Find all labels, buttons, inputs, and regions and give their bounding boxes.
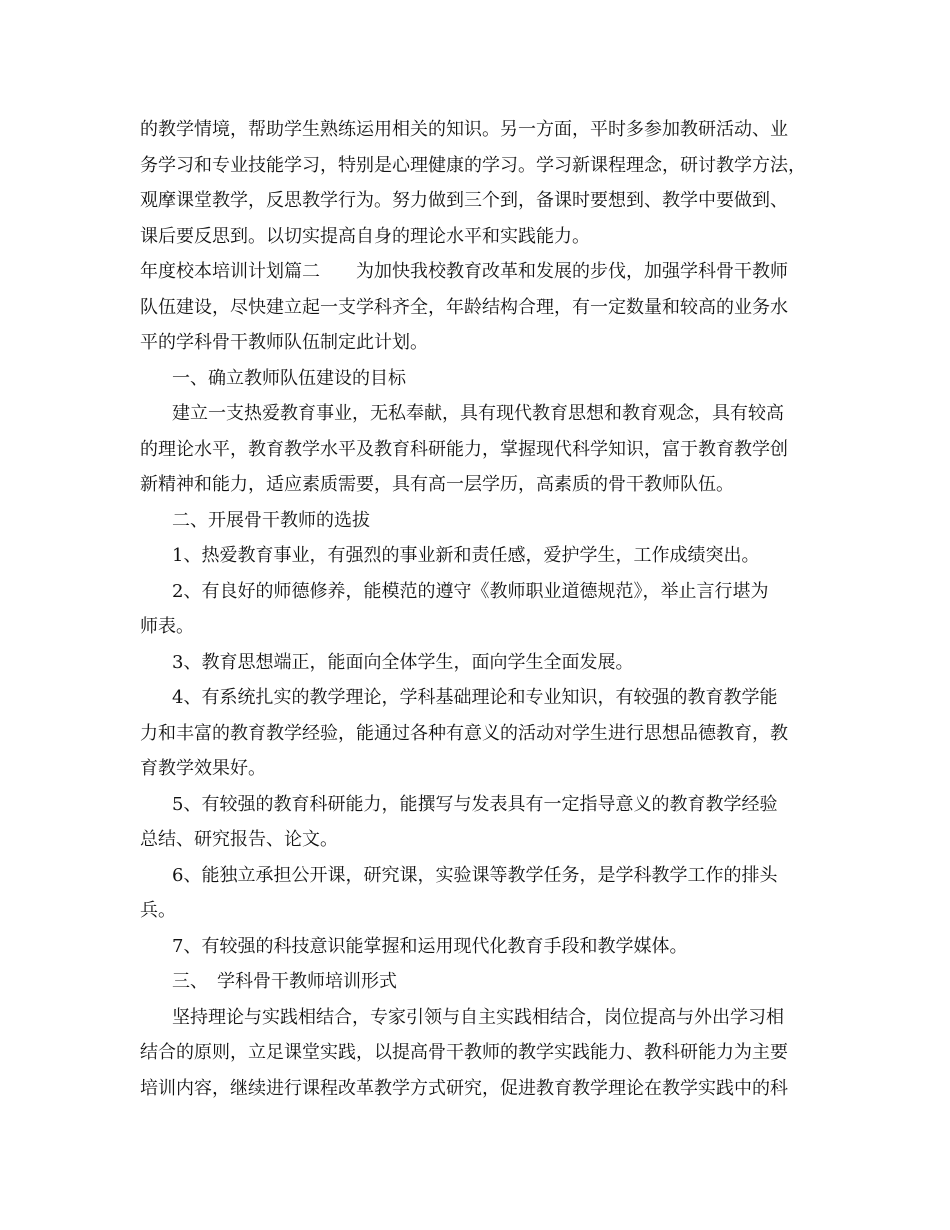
body-line: 新精神和能力，适应素质需要，具有高一层学历，高素质的骨干教师队伍。 bbox=[140, 474, 734, 495]
list-item: 3、教育思想端正，能面向全体学生，面向学生全面发展。 bbox=[172, 651, 634, 673]
section-title-line: 年度校本培训计划篇二 为加快我校教育改革和发展的步伐，加强学科骨干教师 bbox=[140, 261, 788, 282]
list-item: 6、能独立承担公开课，研究课，实验课等教学任务，是学科教学工作的排头 bbox=[172, 864, 778, 886]
body-line: 观摩课堂教学，反思教学行为。努力做到三个到，备课时要想到、教学中要做到、 bbox=[140, 190, 788, 211]
heading-selection: 二、开展骨干教师的选拔 bbox=[172, 509, 370, 531]
body-line: 结合的原则，立足课堂实践，以提高骨干教师的教学实践能力、教科研能力为主要 bbox=[140, 1042, 788, 1063]
heading-goal: 一、确立教师队伍建设的目标 bbox=[172, 367, 406, 389]
body-line: 课后要反思到。以切实提高自身的理论水平和实践能力。 bbox=[140, 225, 590, 247]
body-line: 建立一支热爱教育事业，无私奉献，具有现代教育思想和教育观念，具有较高 bbox=[172, 403, 784, 424]
list-item-continuation: 育教学效果好。 bbox=[140, 758, 266, 779]
list-item-continuation: 师表。 bbox=[140, 616, 194, 637]
list-item-continuation: 力和丰富的教育教学经验，能通过各种有意义的活动对学生进行思想品德教育，教 bbox=[140, 722, 788, 744]
body-line: 务学习和专业技能学习，特别是心理健康的学习。学习新课程理念，研讨教学方法， bbox=[140, 154, 806, 176]
list-item-continuation: 兵。 bbox=[140, 900, 176, 921]
heading-training-form: 三、 学科骨干教师培训形式 bbox=[172, 971, 397, 992]
body-line: 队伍建设，尽快建立起一支学科齐全，年龄结构合理，有一定数量和较高的业务水 bbox=[140, 296, 788, 318]
list-item: 5、有较强的教育科研能力，能撰写与发表具有一定指导意义的教育教学经验 bbox=[172, 793, 778, 815]
body-line: 培训内容，继续进行课程改革教学方式研究，促进教育教学理论在教学实践中的科 bbox=[140, 1077, 788, 1099]
body-line: 的理论水平，教育教学水平及教育科研能力，掌握现代科学知识，富于教育教学创 bbox=[140, 438, 788, 460]
body-line: 的教学情境，帮助学生熟练运用相关的知识。另一方面，平时多参加教研活动、业 bbox=[140, 119, 788, 140]
document-body bbox=[140, 112, 820, 1106]
list-item-continuation: 总结、研究报告、论文。 bbox=[140, 829, 338, 850]
body-line: 平的学科骨干教师队伍制定此计划。 bbox=[140, 332, 428, 353]
list-item: 2、有良好的师德修养，能模范的遵守《教师职业道德规范》，举止言行堪为 bbox=[172, 580, 769, 602]
list-item: 4、有系统扎实的教学理论，学科基础理论和专业知识，有较强的教育教学能 bbox=[172, 687, 778, 708]
list-item: 1、热爱教育事业，有强烈的事业新和责任感，爱护学生，工作成绩突出。 bbox=[172, 545, 760, 566]
list-item: 7、有较强的科技意识能掌握和运用现代化教育手段和教学媒体。 bbox=[172, 935, 688, 957]
body-line: 坚持理论与实践相结合，专家引领与自主实践相结合，岗位提高与外出学习相 bbox=[172, 1006, 784, 1028]
